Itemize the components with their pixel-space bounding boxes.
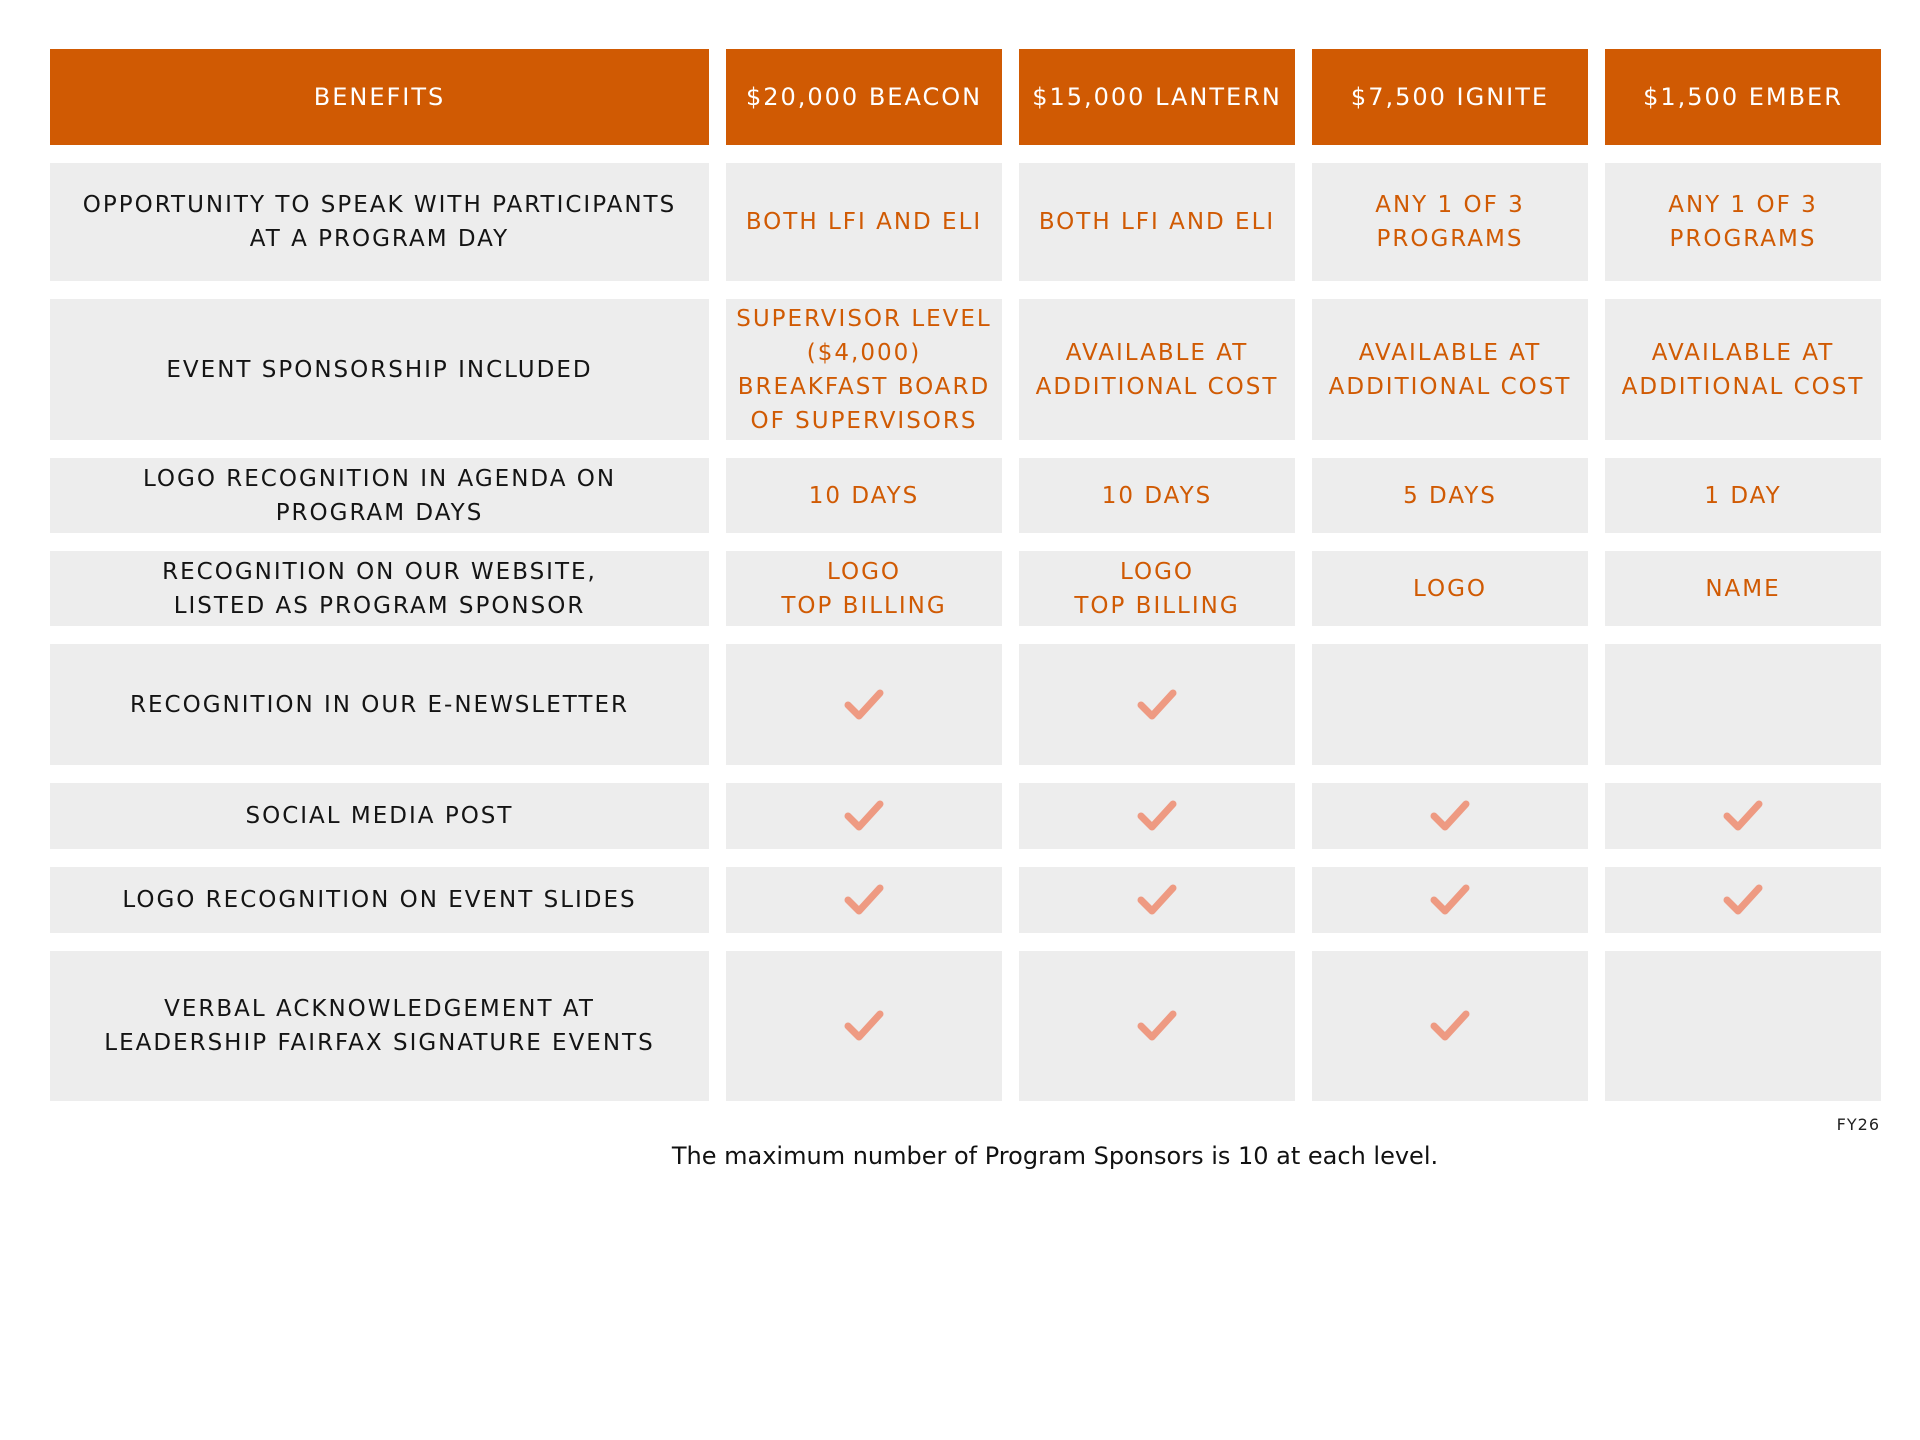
header-ember: $1,500 EMBER xyxy=(1605,49,1881,145)
cell-agenda-ignite: 5 DAYS xyxy=(1312,458,1588,533)
checkmark-icon xyxy=(1428,1004,1472,1048)
cell-enewsletter-ember xyxy=(1605,644,1881,765)
checkmark-icon xyxy=(842,1004,886,1048)
cell-speak-beacon: BOTH LFI AND ELI xyxy=(726,163,1002,281)
cell-website-ignite: LOGO xyxy=(1312,551,1588,626)
cell-slides-beacon xyxy=(726,867,1002,933)
cell-verbal-ignite xyxy=(1312,951,1588,1101)
benefit-speak-opportunity: OPPORTUNITY TO SPEAK WITH PARTICIPANTS AT A PROGRAM DAY xyxy=(50,163,709,281)
header-lantern: $15,000 LANTERN xyxy=(1019,49,1295,145)
cell-event-beacon: SUPERVISOR LEVEL ($4,000) BREAKFAST BOARD OF SUPERVISORS xyxy=(726,299,1002,440)
cell-event-ignite: AVAILABLE AT ADDITIONAL COST xyxy=(1312,299,1588,440)
benefit-agenda-logo: LOGO RECOGNITION IN AGENDA ON PROGRAM DAYS xyxy=(50,458,709,533)
benefit-verbal-acknowledgement: VERBAL ACKNOWLEDGEMENT AT LEADERSHIP FAIRFAX SIGNATURE EVENTS xyxy=(50,951,709,1101)
header-benefits: BENEFITS xyxy=(50,49,709,145)
checkmark-icon xyxy=(1428,878,1472,922)
cell-verbal-ember xyxy=(1605,951,1881,1101)
benefit-social-media: SOCIAL MEDIA POST xyxy=(50,783,709,849)
cell-agenda-ember: 1 DAY xyxy=(1605,458,1881,533)
cell-website-beacon: LOGO TOP BILLING xyxy=(726,551,1002,626)
cell-enewsletter-ignite xyxy=(1312,644,1588,765)
cell-enewsletter-beacon xyxy=(726,644,1002,765)
cell-verbal-lantern xyxy=(1019,951,1295,1101)
benefit-enewsletter: RECOGNITION IN OUR E-NEWSLETTER xyxy=(50,644,709,765)
cell-website-ember: NAME xyxy=(1605,551,1881,626)
benefit-website-recognition: RECOGNITION ON OUR WEBSITE, LISTED AS PROGRAM SPONSOR xyxy=(50,551,709,626)
checkmark-icon xyxy=(1428,794,1472,838)
cell-slides-ember xyxy=(1605,867,1881,933)
cell-social-ember xyxy=(1605,783,1881,849)
cell-social-lantern xyxy=(1019,783,1295,849)
cell-enewsletter-lantern xyxy=(1019,644,1295,765)
cell-agenda-lantern: 10 DAYS xyxy=(1019,458,1295,533)
cell-event-lantern: AVAILABLE AT ADDITIONAL COST xyxy=(1019,299,1295,440)
checkmark-icon xyxy=(1135,794,1179,838)
cell-slides-lantern xyxy=(1019,867,1295,933)
checkmark-icon xyxy=(1721,794,1765,838)
cell-speak-lantern: BOTH LFI AND ELI xyxy=(1019,163,1295,281)
cell-slides-ignite xyxy=(1312,867,1588,933)
cell-social-beacon xyxy=(726,783,1002,849)
cell-verbal-beacon xyxy=(726,951,1002,1101)
cell-agenda-beacon: 10 DAYS xyxy=(726,458,1002,533)
benefit-event-sponsorship: EVENT SPONSORSHIP INCLUDED xyxy=(50,299,709,440)
header-beacon: $20,000 BEACON xyxy=(726,49,1002,145)
checkmark-icon xyxy=(842,794,886,838)
cell-social-ignite xyxy=(1312,783,1588,849)
cell-speak-ignite: ANY 1 OF 3 PROGRAMS xyxy=(1312,163,1588,281)
checkmark-icon xyxy=(842,683,886,727)
benefit-event-slides: LOGO RECOGNITION ON EVENT SLIDES xyxy=(50,867,709,933)
cell-speak-ember: ANY 1 OF 3 PROGRAMS xyxy=(1605,163,1881,281)
header-ignite: $7,500 IGNITE xyxy=(1312,49,1588,145)
checkmark-icon xyxy=(842,878,886,922)
cell-website-lantern: LOGO TOP BILLING xyxy=(1019,551,1295,626)
checkmark-icon xyxy=(1135,1004,1179,1048)
cell-event-ember: AVAILABLE AT ADDITIONAL COST xyxy=(1605,299,1881,440)
checkmark-icon xyxy=(1721,878,1765,922)
sponsor-limit-note: The maximum number of Program Sponsors is 10 at each level. xyxy=(671,1142,1439,1170)
checkmark-icon xyxy=(1135,683,1179,727)
fiscal-year-tag: FY26 xyxy=(1836,1115,1880,1134)
sponsorship-benefits-table xyxy=(50,49,1882,1101)
checkmark-icon xyxy=(1135,878,1179,922)
